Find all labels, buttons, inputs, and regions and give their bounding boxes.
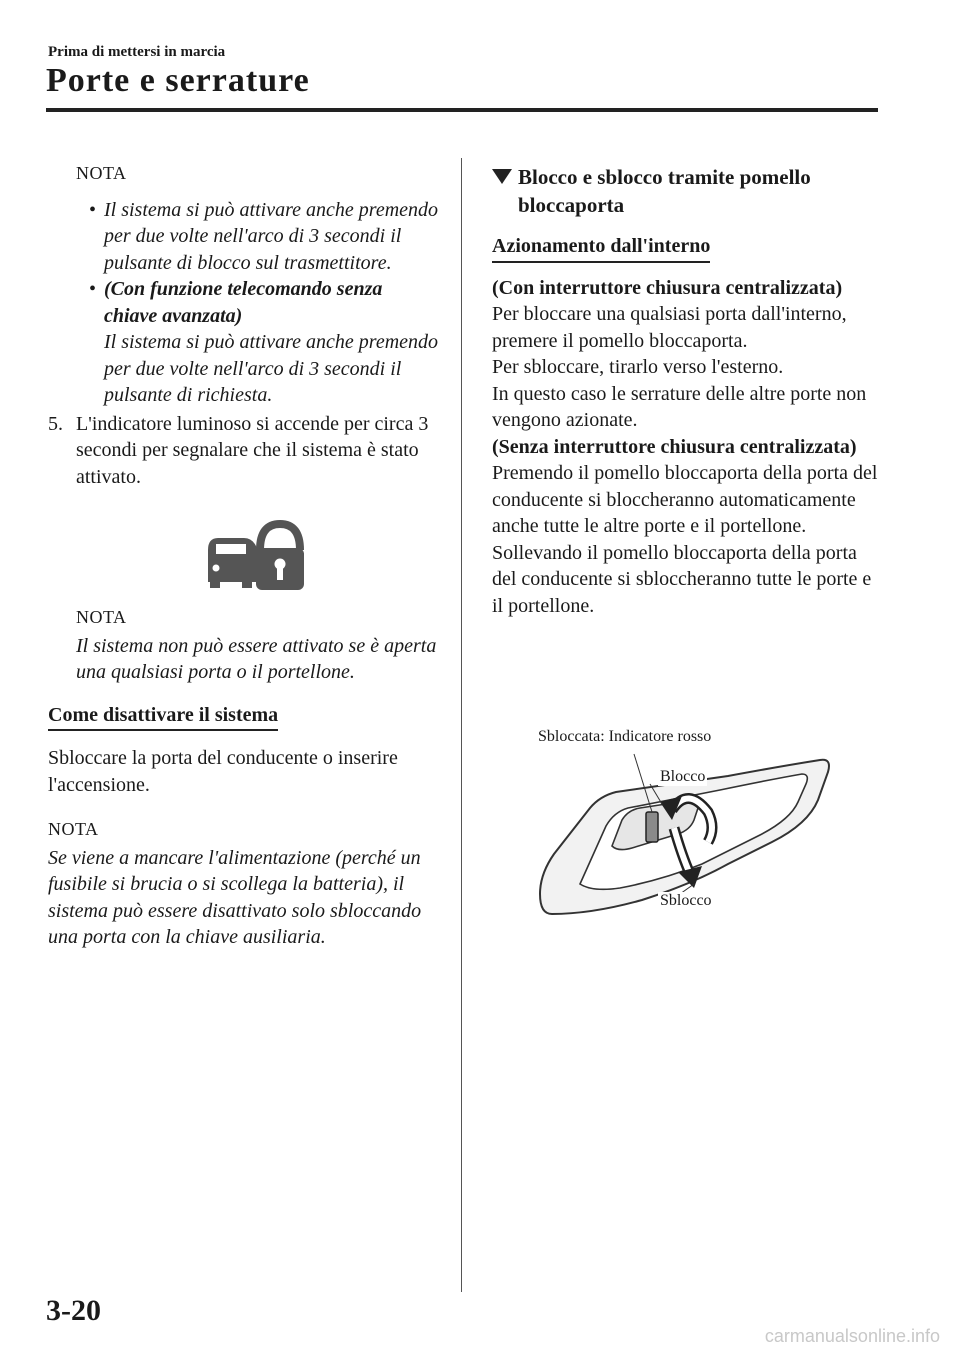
- door-lock-figure: [532, 724, 862, 924]
- label-unlocked-indicator: Sbloccata: Indicatore rosso: [538, 728, 712, 745]
- watermark: carmanualsonline.info: [764, 1326, 940, 1346]
- note-bullet-text: Il sistema si può attivare anche premendo per due volte nell'arco di 3 secondi il pulsante di richiesta.: [104, 331, 439, 406]
- without-central-label: (Senza interruttore chiusura centralizzata): [492, 435, 857, 458]
- note-label: NOTA: [76, 607, 127, 627]
- note-bullet-text: Il sistema si può attivare anche premendo per due volte nell'arco di 3 secondi il pulsante di blocco sul trasmettitore.: [104, 198, 439, 274]
- label-unlock: Sblocco: [660, 892, 712, 909]
- page-title: Porte e serrature: [46, 62, 310, 99]
- deactivate-heading-row: [48, 702, 438, 732]
- header-rule: [46, 108, 878, 112]
- note-text: Il sistema non può essere attivato se è aperta una qualsiasi porta o il portellone.: [76, 634, 437, 683]
- note-block-2: [48, 604, 438, 686]
- label-lock: Blocco: [660, 768, 706, 785]
- with-central-label: (Con interruttore chiusura centralizzata): [492, 276, 843, 299]
- note-label: NOTA: [48, 819, 99, 839]
- step-text: L'indicatore luminoso si accende per circa 3 secondi per segnalare che il sistema è stato attivato.: [76, 412, 429, 488]
- note-block-1: [48, 160, 438, 409]
- page-number: 3-20: [46, 1294, 101, 1327]
- note-bullet: [76, 197, 438, 277]
- right-column: [492, 163, 882, 619]
- with-central-text-2: Per sbloccare, tirarlo verso l'esterno.: [492, 356, 784, 378]
- with-central-text-1: Per bloccare una qualsiasi porta dall'interno, premere il pomello bloccaporta.: [492, 303, 847, 352]
- step-5: [48, 411, 438, 491]
- section-label: Prima di mettersi in marcia: [48, 44, 226, 60]
- left-column: [48, 160, 438, 951]
- with-central-text-3: In questo caso le serrature delle altre porte non vengono azionate.: [492, 382, 867, 431]
- subheading: Azionamento dall'interno: [492, 233, 710, 263]
- note-block-3: [48, 816, 438, 951]
- bullet-dot: •: [89, 278, 97, 300]
- note-bullet-bold: (Con funzione telecomando senza chiave avanzata): [104, 278, 383, 327]
- note-bullet: [76, 276, 438, 409]
- subheading-row: [492, 233, 882, 263]
- section-heading-text: Blocco e sblocco tramite pomello bloccaporta: [518, 165, 811, 217]
- car-lock-icon: [204, 520, 304, 592]
- section-heading: [492, 163, 882, 219]
- note-text: Se viene a mancare l'alimentazione (perché un fusibile si brucia o si scollega la batteria), il sistema può essere disattivato solo sbloccando una porta con la chiave ausiliaria.: [48, 846, 422, 948]
- step-number: 5.: [48, 412, 63, 435]
- triangle-marker-icon: [492, 169, 512, 184]
- column-divider: [461, 158, 462, 1292]
- deactivate-text: Sbloccare la porta del conducente o inserire l'accensione.: [48, 747, 398, 796]
- note-label: NOTA: [76, 163, 127, 183]
- bullet-dot: •: [89, 198, 97, 221]
- without-central-text: Premendo il pomello bloccaporta della porta del conducente si bloccheranno automaticamente anche tutte le altre porte e il portellone. Sollevando il pomello bloccaporta della porta del conducente si sbloccheranno tutte le porte e il portellone.: [492, 462, 878, 617]
- deactivate-heading: Come disattivare il sistema: [48, 702, 278, 732]
